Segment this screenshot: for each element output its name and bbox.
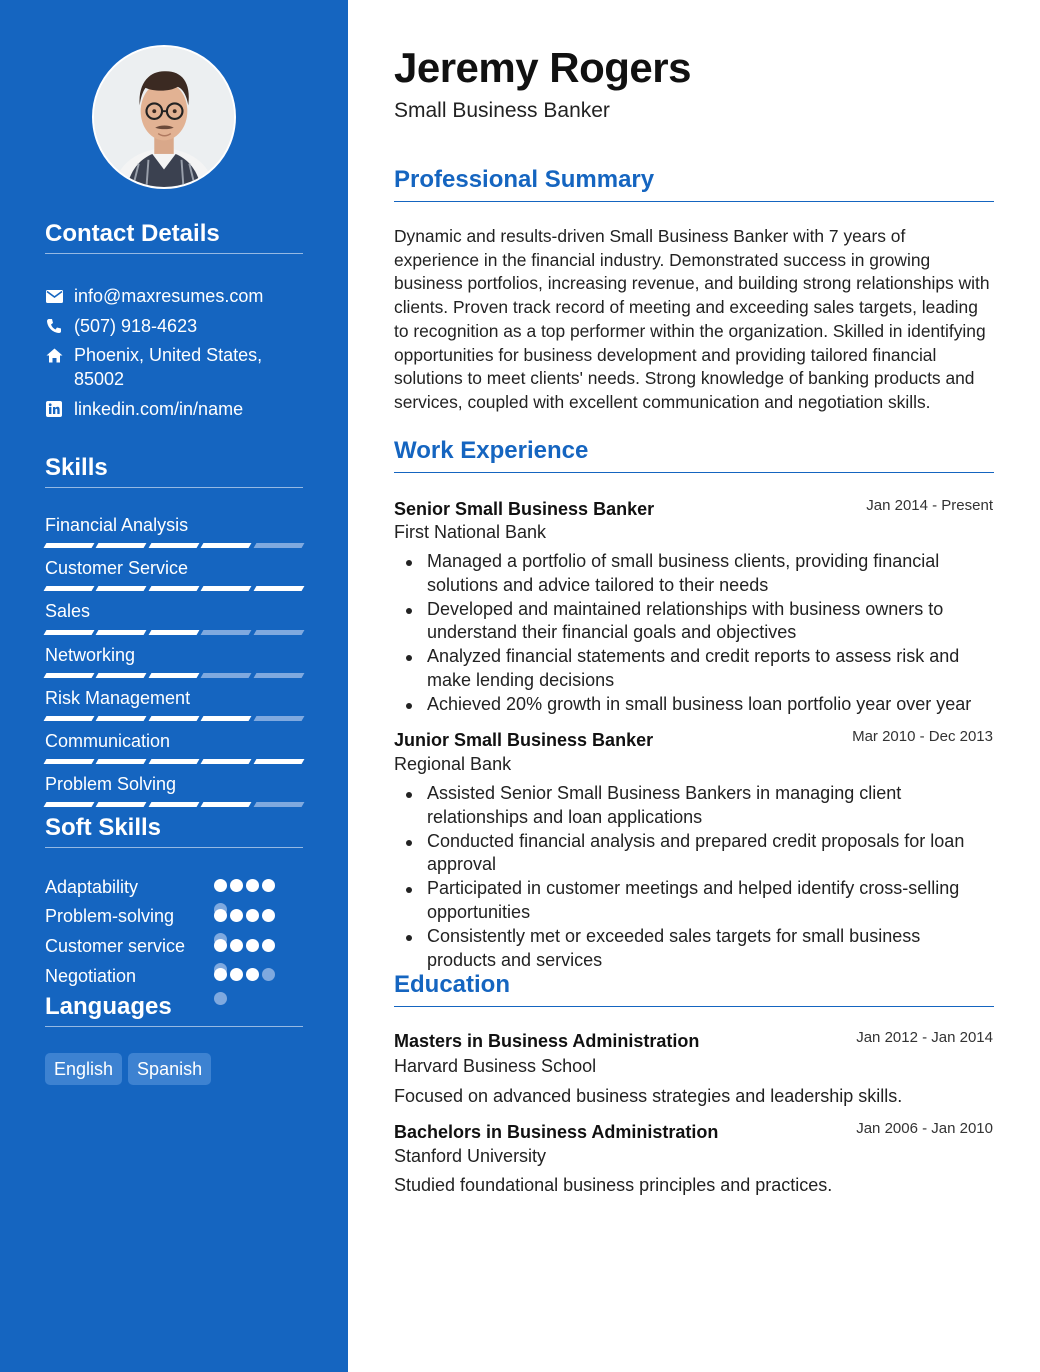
home-icon bbox=[45, 343, 63, 367]
skill-level-segment bbox=[201, 716, 252, 721]
skill-name: Financial Analysis bbox=[45, 515, 189, 535]
contact-heading: Contact Details bbox=[45, 220, 303, 254]
skill-level-segment bbox=[44, 802, 95, 807]
skill-level-segment bbox=[253, 716, 304, 721]
job-company: Regional Bank bbox=[394, 754, 512, 774]
skill-level-segment bbox=[44, 716, 95, 721]
summary-heading: Professional Summary bbox=[394, 166, 994, 202]
skill-level-segment bbox=[148, 802, 199, 807]
soft-skill-name: Adaptability bbox=[45, 877, 139, 897]
soft-skill-dot bbox=[262, 909, 275, 922]
skill-level-segment bbox=[148, 586, 199, 591]
skill-level-segment bbox=[253, 630, 304, 635]
degree-dates: Jan 2006 - Jan 2010 bbox=[856, 1120, 993, 1137]
skill-level-segment bbox=[44, 759, 95, 764]
skill-name: Sales bbox=[45, 601, 91, 621]
soft-skill-dots bbox=[214, 909, 275, 922]
job-dates: Jan 2014 - Present bbox=[866, 497, 993, 514]
job-bullets bbox=[394, 782, 994, 972]
contact-location-text: Phoenix, United States, 85002 bbox=[74, 345, 263, 389]
job-bullet: Consistently met or exceeded sales targets for small business products and services bbox=[394, 925, 994, 973]
soft-skill-dot bbox=[246, 909, 259, 922]
contact-email[interactable] bbox=[45, 284, 303, 308]
skill-level-segment bbox=[253, 543, 304, 548]
job-bullet: Managed a portfolio of small business clients, providing financial solutions and advice tailored to their needs bbox=[394, 550, 994, 598]
skill-level-segment bbox=[201, 759, 252, 764]
language-list bbox=[45, 1053, 211, 1085]
skill-name: Communication bbox=[45, 731, 171, 751]
job-bullet: Achieved 20% growth in small business loan portfolio year over year bbox=[394, 693, 994, 717]
soft-skill-dot bbox=[230, 939, 243, 952]
skill-level-segment bbox=[201, 802, 252, 807]
soft-skill-name: Customer service bbox=[45, 936, 186, 956]
skill-name: Problem Solving bbox=[45, 774, 177, 794]
skill-level-segment bbox=[44, 630, 95, 635]
skill-level-segment bbox=[201, 586, 252, 591]
skill-level-segment bbox=[44, 586, 95, 591]
skill-level-segment bbox=[96, 802, 147, 807]
contact-linkedin-text: linkedin.com/in/name bbox=[74, 399, 244, 419]
degree-title: Bachelors in Business Administration bbox=[394, 1122, 719, 1142]
soft-skill-dot bbox=[246, 968, 259, 981]
skill-level-segment bbox=[253, 759, 304, 764]
skill-level-segment bbox=[201, 630, 252, 635]
envelope-icon bbox=[45, 284, 63, 308]
skill-level-segment bbox=[96, 673, 147, 678]
soft-skill-dot bbox=[214, 939, 227, 952]
school-name: Stanford University bbox=[394, 1146, 547, 1166]
linkedin-icon bbox=[45, 397, 63, 421]
soft-skill-dot bbox=[246, 939, 259, 952]
language-tag: English bbox=[45, 1053, 122, 1085]
skill-level-segment bbox=[44, 543, 95, 548]
skill-level-segment bbox=[201, 673, 252, 678]
soft-skill-dot bbox=[262, 879, 275, 892]
skill-level-segment bbox=[253, 802, 304, 807]
skill-level-segment bbox=[148, 630, 199, 635]
experience-heading: Work Experience bbox=[394, 437, 994, 473]
soft-skill-dot bbox=[262, 939, 275, 952]
skill-name: Networking bbox=[45, 645, 136, 665]
skill-level-segment bbox=[253, 586, 304, 591]
job-bullet: Assisted Senior Small Business Bankers in managing client relationships and loan applications bbox=[394, 782, 994, 830]
skill-level-segment bbox=[148, 759, 199, 764]
degree-description: Studied foundational business principles and practices. bbox=[394, 1175, 833, 1195]
soft-skill-dots bbox=[214, 939, 275, 952]
skill-level-segment bbox=[148, 543, 199, 548]
skill-level-segment bbox=[253, 673, 304, 678]
phone-icon bbox=[45, 314, 63, 338]
skill-level-segment bbox=[96, 586, 147, 591]
skill-bar bbox=[45, 630, 303, 636]
soft-skill-dot bbox=[230, 968, 243, 981]
avatar bbox=[92, 45, 236, 189]
degree-title: Masters in Business Administration bbox=[394, 1031, 700, 1051]
skill-bar bbox=[45, 802, 303, 808]
soft-skill-name: Problem-solving bbox=[45, 906, 175, 926]
soft-skills-heading: Soft Skills bbox=[45, 814, 303, 848]
soft-skill-name: Negotiation bbox=[45, 966, 137, 986]
languages-heading: Languages bbox=[45, 993, 303, 1027]
summary-text: Dynamic and results-driven Small Business Banker with 7 years of experience in the financial industry. Demonstrated success in growing business portfolios, increasing revenue, and building strong relationships with clients. Proven track record of meeting and exceeding sales targets, leading to recognition as a top performer within the organization. Skilled in identifying opportunities for business development and providing tailored financial solutions to meet clients' needs. Strong knowledge of banking products and services, coupled with excellent communication and negotiation skills. bbox=[394, 226, 990, 412]
degree-description: Focused on advanced business strategies and leadership skills. bbox=[394, 1086, 903, 1106]
skills-heading: Skills bbox=[45, 454, 303, 488]
skill-bar bbox=[45, 673, 303, 679]
soft-skill-dot bbox=[214, 968, 227, 981]
skill-level-segment bbox=[96, 543, 147, 548]
skill-level-segment bbox=[96, 759, 147, 764]
soft-skill-dot bbox=[246, 879, 259, 892]
skill-bar bbox=[45, 716, 303, 722]
skill-bar bbox=[45, 543, 303, 549]
job-dates: Mar 2010 - Dec 2013 bbox=[852, 728, 993, 745]
soft-skill-dots bbox=[214, 968, 275, 981]
skill-level-segment bbox=[96, 716, 147, 721]
job-bullets bbox=[394, 550, 994, 717]
skill-level-segment bbox=[148, 716, 199, 721]
job-bullet: Conducted financial analysis and prepared credit proposals for loan approval bbox=[394, 830, 994, 878]
job-bullet: Analyzed financial statements and credit reports to assess risk and make lending decisions bbox=[394, 645, 994, 693]
skill-level-segment bbox=[201, 543, 252, 548]
sidebar bbox=[0, 0, 348, 1372]
job-bullet: Participated in customer meetings and helped identify cross-selling opportunities bbox=[394, 877, 994, 925]
skill-name: Customer Service bbox=[45, 558, 189, 578]
education-heading: Education bbox=[394, 971, 994, 1007]
soft-skill-dot bbox=[230, 909, 243, 922]
skill-bar bbox=[45, 586, 303, 592]
candidate-title: Small Business Banker bbox=[394, 99, 610, 122]
contact-email-text: info@maxresumes.com bbox=[74, 286, 264, 306]
contact-phone[interactable] bbox=[45, 314, 303, 338]
school-name: Harvard Business School bbox=[394, 1056, 597, 1076]
soft-skill-dot bbox=[262, 968, 275, 981]
language-tag: Spanish bbox=[128, 1053, 211, 1085]
soft-skill-dot bbox=[214, 909, 227, 922]
soft-skill-dots bbox=[214, 879, 275, 892]
job-company: First National Bank bbox=[394, 522, 547, 542]
contact-location bbox=[45, 343, 303, 391]
profile-photo bbox=[94, 47, 234, 187]
skill-name: Risk Management bbox=[45, 688, 191, 708]
soft-skill-dot bbox=[214, 879, 227, 892]
skill-bar bbox=[45, 759, 303, 765]
job-title: Junior Small Business Banker bbox=[394, 730, 654, 750]
contact-linkedin[interactable] bbox=[45, 397, 303, 421]
skill-level-segment bbox=[44, 673, 95, 678]
job-title: Senior Small Business Banker bbox=[394, 499, 655, 519]
candidate-name: Jeremy Rogers bbox=[394, 44, 691, 91]
contact-phone-text: (507) 918-4623 bbox=[74, 316, 198, 336]
job-bullet: Developed and maintained relationships with business owners to understand their financial goals and objectives bbox=[394, 598, 994, 646]
soft-skill-dot bbox=[230, 879, 243, 892]
skill-level-segment bbox=[148, 673, 199, 678]
skill-level-segment bbox=[96, 630, 147, 635]
degree-dates: Jan 2012 - Jan 2014 bbox=[856, 1029, 993, 1046]
